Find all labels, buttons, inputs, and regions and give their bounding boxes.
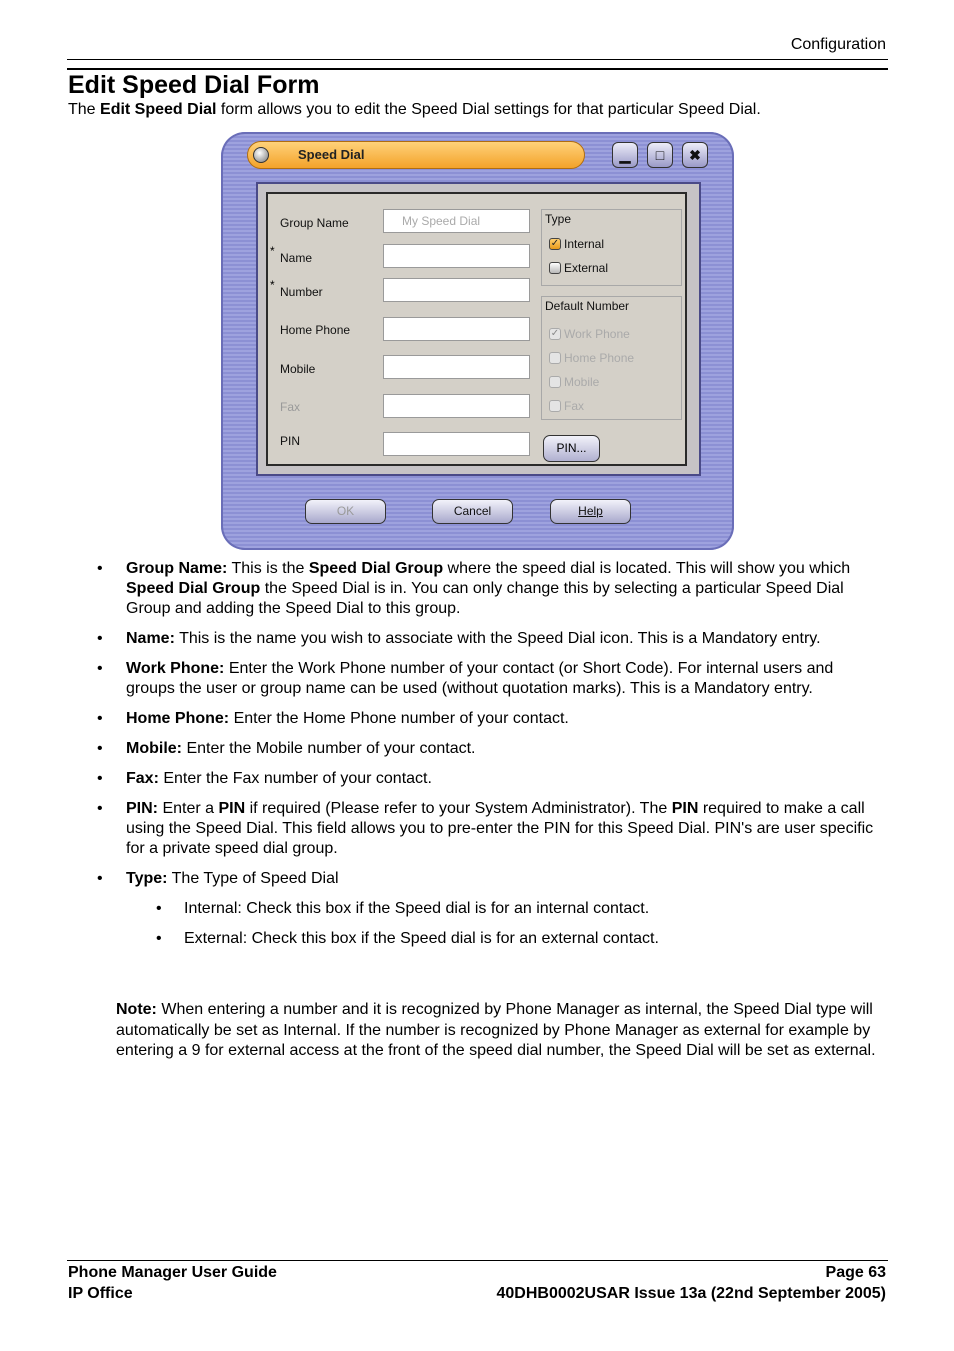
list-item: • Type: The Type of Speed Dial • Internal: Check this box if the Speed dial is for an internal contact. • External: Check this box if the Speed dial is for an external contact. <box>96 869 886 949</box>
list-item: • PIN: Enter a PIN if required (Please refer to your System Administrator). The PIN required to make a call using the Speed Dial. This field allows you to pre-enter the PIN for this Speed Dial. PIN's are user specific for a private speed dial group. <box>96 799 886 859</box>
footer-issue: 40DHB0002USAR Issue 13a (22nd September 2005) <box>496 1285 886 1302</box>
default-number-group <box>541 296 682 420</box>
dialog-panel <box>256 182 701 476</box>
checked-checkbox-icon: ✓ <box>550 328 560 339</box>
home-phone-option-label: Home Phone <box>564 351 635 365</box>
note-paragraph: Note: When entering a number and it is recognized by Phone Manager as internal, the Speed Dial type will automatically be set as Internal. If the number is recognized by Phone Manager as external for example by entering a 9 for external access at the front of the speed dial number, the Speed Dial will be set as external. <box>116 1001 876 1059</box>
mobile-option <box>549 375 599 389</box>
home-phone-option <box>549 351 634 365</box>
list-item: • External: Check this box if the Speed dial is for an external contact. <box>126 929 886 949</box>
list-item: • Group Name: This is the Speed Dial Group where the speed dial is located. This will show you which Speed Dial Group the Speed Dial is in. You can only change this by selecting a particular Speed Dial Group and adding the Speed Dial to this group. <box>96 559 886 619</box>
checked-checkbox-icon[interactable]: ✓ <box>550 238 560 249</box>
external-option-label: External <box>564 261 609 275</box>
list-item: • Work Phone: Enter the Work Phone number of your contact (or Short Code). For internal users and groups the user or group name can be used (without quotation marks). This is a Mandatory entry. <box>96 659 886 699</box>
checkbox-icon <box>549 352 561 364</box>
fax-option-label: Fax <box>564 399 585 413</box>
mobile-field[interactable] <box>383 355 530 379</box>
checkbox-icon[interactable] <box>549 262 561 274</box>
internal-option[interactable] <box>549 237 604 251</box>
list-item: • Fax: Enter the Fax number of your contact. <box>96 769 886 789</box>
dialog-title: Speed Dial <box>298 147 365 162</box>
mandatory-mark: * <box>270 278 275 292</box>
fax-label: Fax <box>280 400 301 414</box>
name-label: Name <box>280 251 313 265</box>
list-item: • Home Phone: Enter the Home Phone number of your contact. <box>96 709 886 729</box>
home-phone-label: Home Phone <box>280 323 351 337</box>
checkbox-icon <box>549 400 561 412</box>
external-option[interactable] <box>549 261 608 275</box>
group-name-field[interactable]: My Speed Dial <box>383 209 530 233</box>
close-icon[interactable]: ✖ <box>682 142 708 168</box>
work-phone-option-label: Work Phone <box>564 327 630 341</box>
default-number-title: Default Number <box>545 299 630 313</box>
work-phone-option <box>549 327 630 341</box>
intro-paragraph: The Edit Speed Dial form allows you to edit the Speed Dial settings for that particular Speed Dial. <box>68 101 761 118</box>
header-rule-thick <box>67 68 888 70</box>
window-menu-icon[interactable] <box>253 147 269 163</box>
group-name-label: Group Name <box>280 216 349 230</box>
home-phone-field[interactable] <box>383 317 530 341</box>
speed-dial-dialog <box>221 132 734 550</box>
fax-field[interactable] <box>383 394 530 418</box>
cancel-button[interactable]: Cancel <box>432 499 513 524</box>
footer-product: IP Office <box>68 1285 133 1302</box>
pin-button[interactable]: PIN... <box>543 435 600 462</box>
mobile-label: Mobile <box>280 362 316 376</box>
footer-page-number: Page 63 <box>825 1264 886 1281</box>
type-sub-list <box>126 899 886 949</box>
running-header: Configuration <box>790 36 886 53</box>
dialog-form <box>266 192 687 466</box>
field-description-list <box>96 559 886 959</box>
pin-label: PIN <box>280 434 301 448</box>
list-item: • Internal: Check this box if the Speed dial is for an internal contact. <box>126 899 886 919</box>
type-group-title: Type <box>545 212 572 226</box>
name-field[interactable] <box>383 244 530 268</box>
ok-button[interactable]: OK <box>305 499 386 524</box>
internal-option-label: Internal <box>564 237 605 251</box>
page-title: Edit Speed Dial Form <box>68 71 320 99</box>
footer-rule <box>67 1260 888 1261</box>
mobile-option-label: Mobile <box>564 375 600 389</box>
header-rule <box>67 59 888 60</box>
maximize-icon[interactable]: □ <box>647 142 673 168</box>
number-label: Number <box>280 285 323 299</box>
type-group <box>541 209 682 286</box>
minimize-icon[interactable]: ▁ <box>612 142 638 168</box>
mandatory-mark: * <box>270 244 275 258</box>
list-item: • Mobile: Enter the Mobile number of your contact. <box>96 739 886 759</box>
dialog-titlebar[interactable] <box>247 141 585 169</box>
number-field[interactable] <box>383 278 530 302</box>
help-button[interactable]: Help <box>550 499 631 524</box>
fax-option <box>549 399 584 413</box>
checkbox-icon <box>549 376 561 388</box>
pin-field[interactable] <box>383 432 530 456</box>
list-item: • Name: This is the name you wish to associate with the Speed Dial icon. This is a Mandatory entry. <box>96 629 886 649</box>
footer-guide-title: Phone Manager User Guide <box>68 1264 277 1281</box>
